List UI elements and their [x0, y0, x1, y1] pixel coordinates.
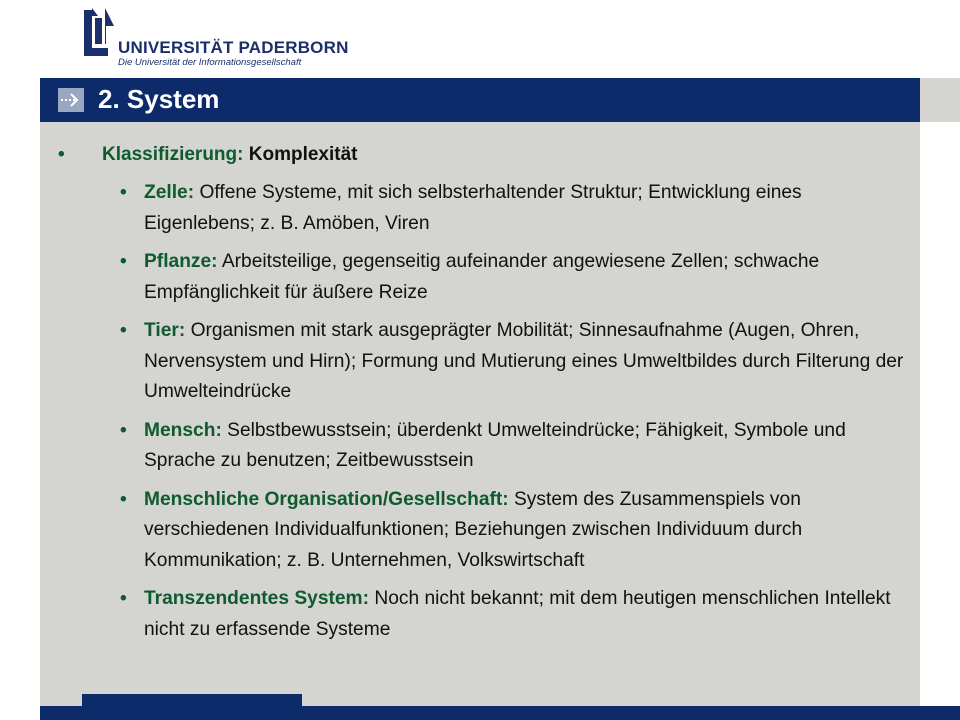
bullet-marker: • — [120, 251, 127, 272]
item-text: Organismen mit stark ausgeprägter Mobilität; Sinnesaufnahme (Augen, Ohren, Nervensystem und Hirn); Formung und Mutierung eines Umweltbildes durch Filterung der Umwelteindrücke — [144, 320, 904, 402]
item-term: Tier: — [144, 320, 186, 341]
slide-content — [40, 122, 920, 706]
slide-title: 2. System — [98, 84, 220, 114]
university-name: UNIVERSITÄT PADERBORN — [118, 38, 349, 57]
left-margin — [0, 0, 40, 720]
item-term: Menschliche Organisation/Gesellschaft: — [144, 488, 509, 510]
bullet-marker: • — [120, 488, 127, 510]
bullet-marker: • — [58, 144, 65, 165]
list-item-mensch — [120, 416, 910, 477]
bullet-marker: • — [120, 320, 127, 341]
item-text: System des Zusammenspiels von verschiedenen Individualfunktionen; Beziehungen zwischen Individuum durch Kommunikation; z. B. Unternehmen, Volkswirtschaft — [144, 488, 803, 571]
list-item-zelle — [120, 178, 910, 239]
list-item-transzendent — [120, 584, 910, 645]
item-text: Selbstbewusstsein; überdenkt Umwelteindrücke; Fähigkeit, Symbole und Sprache zu benutzen; Zeitbewusstsein — [144, 419, 846, 471]
heading-term: Klassifizierung: — [102, 144, 244, 165]
item-term: Pflanze: — [144, 251, 218, 272]
item-term: Zelle: — [144, 182, 195, 203]
list-item-pflanze — [120, 247, 910, 308]
title-bar — [40, 78, 920, 122]
title-bar-gap — [920, 78, 960, 122]
list-item-tier — [120, 316, 910, 408]
heading-bullet-row — [58, 144, 358, 166]
university-logo-icon — [82, 8, 116, 58]
university-logo — [82, 8, 349, 68]
bullet-marker: • — [120, 588, 127, 609]
list-item-organisation — [120, 485, 910, 577]
item-text: Offene Systeme, mit sich selbsterhaltender Struktur; Entwicklung eines Eigenlebens; z. B. Amöben, Viren — [144, 182, 802, 234]
classification-list — [120, 178, 910, 653]
bullet-marker: • — [120, 182, 127, 203]
footer-tab — [82, 694, 302, 720]
bullet-marker: • — [120, 419, 127, 441]
arrow-right-icon — [58, 88, 84, 112]
item-term: Transzendentes System: — [144, 588, 370, 609]
item-text: Arbeitsteilige, gegenseitig aufeinander angewiesene Zellen; schwache Empfänglichkeit für äußere Reize — [144, 251, 820, 303]
item-term: Mensch: — [144, 419, 222, 441]
university-tagline: Die Universität der Informationsgesellschaft — [118, 57, 302, 68]
item-text: Noch nicht bekannt; mit dem heutigen menschlichen Intellekt nicht zu erfassende Systeme — [144, 588, 891, 640]
heading-rest: Komplexität — [243, 144, 358, 165]
